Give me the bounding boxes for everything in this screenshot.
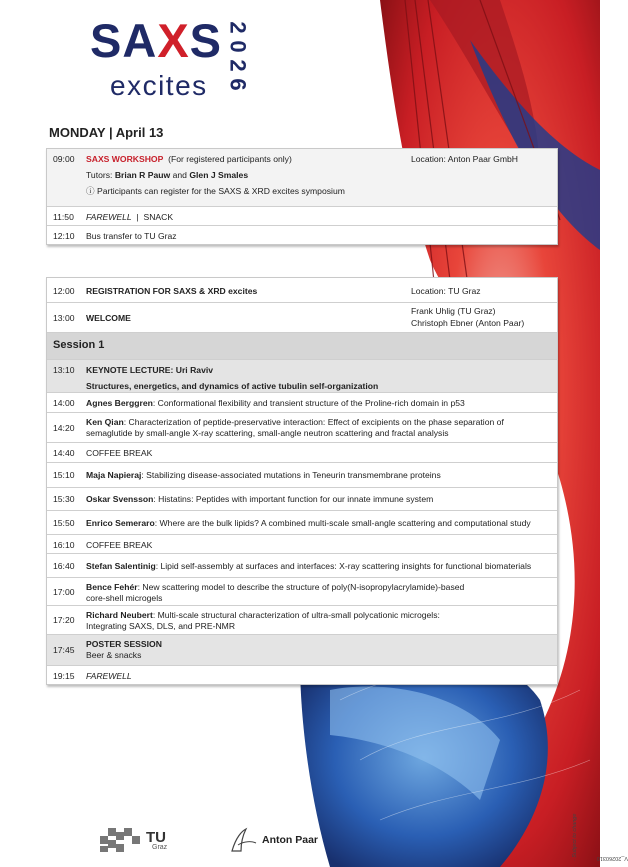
workshop-location: Location: Anton Paar GmbH xyxy=(411,154,519,164)
table-row-poster: 17:45 POSTER SESSION Beer & snacks xyxy=(47,635,557,666)
workshop-note: (For registered participants only) xyxy=(168,154,292,164)
workshop-info: ⓘ Participants can register for the SAXS & XRD excites symposium xyxy=(86,186,345,196)
row-time: 09:00 xyxy=(53,154,75,164)
session-header: Session 1 xyxy=(47,333,557,360)
table-row: 14:00 Agnes Berggren: Conformational flexibility and transient structure of the Proline-rich domain in p53 xyxy=(47,393,557,413)
day-title: MONDAY | April 13 xyxy=(49,125,164,140)
logo-saxs: SAXS xyxy=(90,14,223,67)
table-row: 11:50 FAREWELL | SNACK xyxy=(47,207,557,226)
table-row: 15:30 Oskar Svensson: Histatins: Peptides with important function for our innate immune system xyxy=(47,488,557,511)
workshop-tutors: Tutors: Brian R Pauw and Glen J Smales xyxy=(86,170,249,180)
table-row: 14:40 COFFEE BREAK xyxy=(47,443,557,463)
logo-excites: excites xyxy=(110,70,208,101)
table-row: 13:00 WELCOME Frank Uhlig (TU Graz) Christoph Ebner (Anton Paar) xyxy=(47,303,557,333)
table-row-keynote: 13:10 KEYNOTE LECTURE: Uri Raviv Structures, energetics, and dynamics of active tubulin self-organization xyxy=(47,360,557,393)
tu-graz-logo-icon xyxy=(100,826,144,854)
table-row: 16:10 COFFEE BREAK xyxy=(47,535,557,554)
table-row: 15:10 Maja Napieraj: Stabilizing disease-associated mutations in Teneurin transmembrane proteins xyxy=(47,463,557,488)
tu-text: TU xyxy=(146,829,166,846)
tu-graz-text: Graz xyxy=(152,844,168,851)
table-row: 15:50 Enrico Semeraro: Where are the bulk lipids? A combined multi-scale small-angle scattering and computational study xyxy=(47,511,557,535)
table-row: 19:15 FAREWELL xyxy=(53,671,132,681)
info-icon: ⓘ xyxy=(86,186,95,196)
table-row: 17:20 Richard Neubert: Multi-scale structural characterization of ultra-small polycationic microgels: Integrating SAXS, DLS, and PRE-NMR xyxy=(47,606,557,635)
version-note: V_20260310 · Subject to change xyxy=(572,813,628,861)
logo-year: 2 0 2 6 xyxy=(225,21,251,91)
anton-paar-logo-icon xyxy=(228,827,258,855)
workshop-table xyxy=(46,148,558,245)
table-row: 17:00 Bence Fehér: New scattering model to describe the structure of poly(N-isopropylacrylamide)-based core-shell microgels xyxy=(47,578,557,606)
table-row: 14:20 Ken Qian: Characterization of peptide-preservative interaction: Effect of excipients on the phase separation of semaglutide by small-angle X-ray scattering, small-angle neutron scattering and fractal analysis xyxy=(47,413,557,443)
anton-paar-text: Anton Paar xyxy=(262,834,319,846)
table-row: 12:00 REGISTRATION FOR SAXS & XRD excites Location: TU Graz xyxy=(47,278,557,303)
table-row: 16:40 Stefan Salentinig: Lipid self-assembly at surfaces and interfaces: X-ray scattering insights for functional biomaterials xyxy=(47,554,557,578)
workshop-title: SAXS WORKSHOP xyxy=(86,154,164,164)
symposium-table xyxy=(46,277,558,685)
table-row xyxy=(47,149,557,207)
table-row: 12:10 Bus transfer to TU Graz xyxy=(53,231,177,241)
